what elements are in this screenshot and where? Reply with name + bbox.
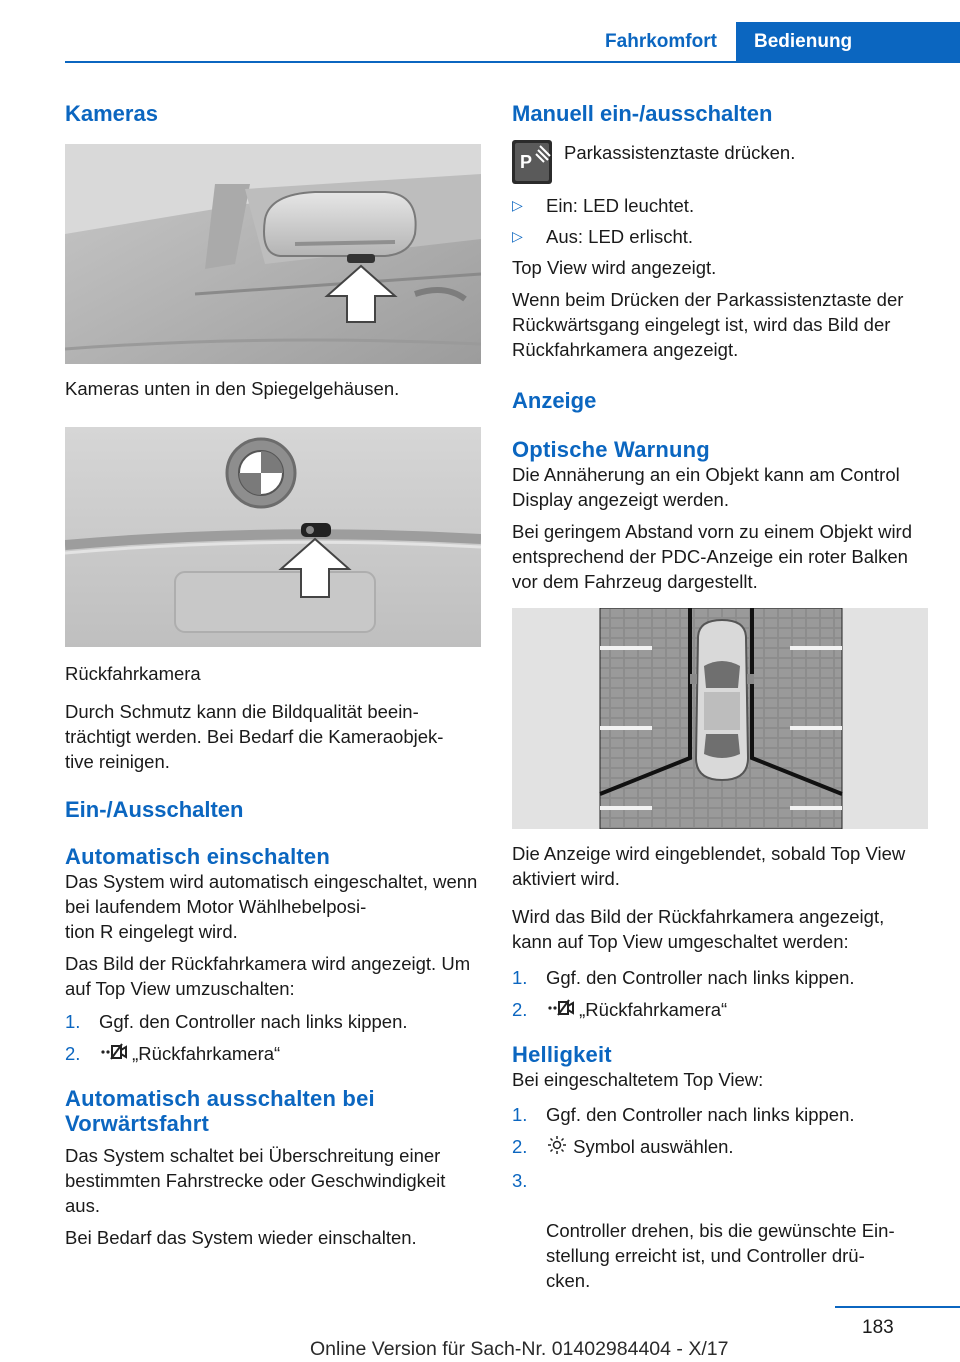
footer-rule xyxy=(835,1306,960,1308)
step-number: 1. xyxy=(512,967,528,988)
step-number: 3. xyxy=(512,1170,528,1192)
text-umschalten: Wird das Bild der Rückfahrkamera angezeigt, kann auf Top View umgeschaltet werden: xyxy=(512,906,885,952)
left-column xyxy=(65,100,481,1250)
header-chapter-tab[interactable]: Bedienung xyxy=(736,22,960,62)
brightness-icon xyxy=(546,1135,568,1161)
step-number: 1. xyxy=(65,1011,81,1032)
heading-kameras: Kameras xyxy=(65,101,158,126)
text-taste: Parkassistenztaste drücken. xyxy=(564,142,796,163)
page-number: 183 xyxy=(862,1317,894,1338)
list-item xyxy=(512,1134,928,1161)
list-item xyxy=(512,193,928,218)
heading-ein-ausschalten: Ein-/Ausschalten xyxy=(65,797,244,822)
steps-auto-ein xyxy=(65,1009,481,1068)
camera-icon xyxy=(99,1042,127,1068)
led-status-list xyxy=(512,193,928,249)
step-number: 2. xyxy=(512,999,528,1020)
text-helligkeit: Bei eingeschaltetem Top View: xyxy=(512,1069,764,1091)
text-bild-rueckfahrkamera: Das Bild der Rückfahrkamera wird angezeigt. Um auf Top View umzuschalten: xyxy=(65,953,471,999)
right-column xyxy=(512,100,928,1293)
bullet-text: Aus: LED erlischt. xyxy=(546,226,694,247)
figure-top-view xyxy=(512,608,928,829)
list-item xyxy=(512,1168,928,1293)
camera-icon xyxy=(546,998,574,1024)
step-number: 2. xyxy=(512,1136,528,1158)
list-item xyxy=(65,1041,481,1068)
text-eingeblendet: Die Anzeige wird eingeblendet, sobald Top View aktiviert wird. xyxy=(512,843,906,889)
heading-automatisch-einschalten: Automatisch einschalten xyxy=(65,844,330,869)
figure-rear-camera xyxy=(65,427,481,647)
step-text: Controller drehen, bis die gewünschte Ein- stellung erreicht ist, und Controller drü- cken. xyxy=(546,1220,895,1292)
bullet-marker: ▷ xyxy=(512,228,523,244)
heading-optische-warnung: Optische Warnung xyxy=(512,437,710,462)
step-text: Ggf. den Controller nach links kippen. xyxy=(546,1104,855,1126)
step-number: 1. xyxy=(512,1104,528,1126)
step-text: „Rückfahrkamera“ xyxy=(579,999,728,1020)
list-item xyxy=(512,224,928,249)
bullet-marker: ▷ xyxy=(512,197,523,213)
text-auto-ein: Das System wird automatisch eingeschaltet, wenn bei laufendem Motor Wählhebelposi- tion R eingelegt wird. xyxy=(65,871,478,942)
text-abstand: Bei geringem Abstand vorn zu einem Objekt wird entsprechend der PDC-Anzeige ein roter Balken vor dem Fahrzeug dargestellt. xyxy=(512,521,913,592)
bullet-text: Ein: LED leuchtet. xyxy=(546,195,695,216)
footer-online-version: Online Version für Sach-Nr. 01402984404 - X/17 xyxy=(310,1338,729,1360)
header-section-tab[interactable]: Fahrkomfort xyxy=(605,31,717,52)
list-item xyxy=(512,1102,928,1127)
heading-automatisch-ausschalten: Automatisch ausschalten bei Vorwärtsfahrt xyxy=(65,1086,375,1137)
list-item xyxy=(65,1009,481,1034)
heading-anzeige: Anzeige xyxy=(512,388,597,413)
list-item xyxy=(512,997,928,1024)
text-topview-angezeigt: Top View wird angezeigt. xyxy=(512,257,717,278)
step-text: Ggf. den Controller nach links kippen. xyxy=(99,1011,408,1032)
step-number: 2. xyxy=(65,1043,81,1064)
taste-row xyxy=(512,140,928,184)
text-auto-aus: Das System schaltet bei Überschreitung einer bestimmten Fahrstrecke oder Geschwindigkeit aus. xyxy=(65,1145,446,1217)
svg-text:P: P xyxy=(520,152,533,172)
text-wieder-einschalten: Bei Bedarf das System wieder einschalten. xyxy=(65,1227,417,1249)
figure-mirror-camera xyxy=(65,144,481,364)
header-rule xyxy=(65,61,960,63)
step-text: Ggf. den Controller nach links kippen. xyxy=(546,967,855,988)
text-rueckwaertsgang: Wenn beim Drücken der Parkassistenztaste der Rückwärtsgang eingelegt ist, wird das Bild der Rückfahrkamera angezeigt. xyxy=(512,289,904,360)
list-item xyxy=(512,965,928,990)
park-assist-button-icon xyxy=(512,140,552,189)
heading-helligkeit: Helligkeit xyxy=(512,1042,612,1068)
text-schmutz: Durch Schmutz kann die Bildqualität beein- trächtigt werden. Bei Bedarf die Kameraobjek- tive reinigen. xyxy=(65,701,444,772)
caption-mirror: Kameras unten in den Spiegelgehäusen. xyxy=(65,378,400,399)
steps-umschalten xyxy=(512,965,928,1024)
caption-rear-camera: Rückfahrkamera xyxy=(65,663,201,684)
text-annaeherung: Die Annäherung an ein Objekt kann am Control Display angezeigt werden. xyxy=(512,464,900,510)
step-text: Symbol auswählen. xyxy=(573,1136,734,1158)
heading-manuell: Manuell ein-/ausschalten xyxy=(512,101,773,126)
step-text: „Rückfahrkamera“ xyxy=(132,1043,281,1064)
steps-helligkeit xyxy=(512,1102,928,1293)
